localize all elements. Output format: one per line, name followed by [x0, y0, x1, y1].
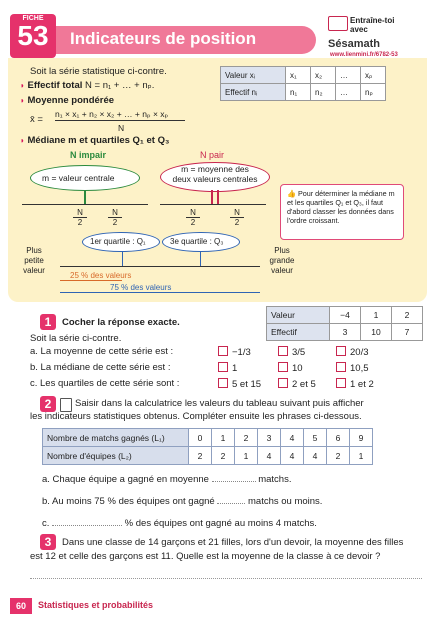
note-box: 👍 Pour déterminer la médiane m et les quartiles Q₁ et Q₃, il faut d'abord classer les données dans l'ordre croissant.: [280, 184, 404, 240]
answer-blank[interactable]: [52, 525, 122, 526]
answer-blank[interactable]: [217, 503, 245, 504]
axis-impair: [22, 204, 148, 205]
pct75-label: 75 % des valeurs: [110, 283, 172, 292]
quartile-axis: [60, 266, 260, 267]
table-row: Nombre de matchs gagnés (L₁) 0 1 2 3 4 5 6 9: [43, 429, 373, 447]
fraction-n-2: N 2: [186, 208, 200, 227]
page-number: 60: [10, 598, 32, 614]
ex1-option[interactable]: −1/3: [218, 346, 251, 359]
section-title: Statistiques et probabilités: [38, 600, 154, 610]
checkbox[interactable]: [336, 362, 346, 372]
fraction-n-2: N 2: [108, 208, 122, 227]
course-value-table: [220, 66, 386, 101]
median-arrow-impair: [84, 190, 86, 204]
ex1-intro: Soit la série ci-contre.: [30, 333, 122, 344]
ex1-option[interactable]: 10,5: [336, 362, 369, 375]
plus-petite-valeur: Plus petite valeur: [23, 246, 45, 275]
table-row: Effectif nᵢ n₁ n₂ … nₚ: [221, 84, 386, 101]
exercise-number: 2: [40, 396, 56, 412]
ex1-option[interactable]: 3/5: [278, 346, 305, 359]
ex2-line1: Saisir dans la calculatrice les valeurs du tableau suivant puis afficher: [75, 398, 364, 409]
sesamath-logo: Sésamath: [328, 38, 380, 50]
checkbox[interactable]: [278, 362, 288, 372]
ex1-title: Cocher la réponse exacte.: [62, 317, 180, 328]
ex1-option[interactable]: 10: [278, 362, 303, 375]
fraction-n-2: N 2: [73, 208, 87, 227]
ex3-line1: Dans une classe de 14 garçons et 21 filles, lors d'un devoir, la moyenne des filles: [62, 537, 404, 548]
table-row: Valeur −4 1 2: [267, 307, 423, 324]
q3-label: 3e quartile : Q₃: [170, 237, 224, 246]
median-arrow-pair-1: [211, 190, 213, 204]
fiche-number: 53: [17, 20, 49, 51]
table-row: Effectif 3 10 7: [267, 324, 423, 341]
bullet-icon: ◗: [20, 81, 25, 90]
effectif-total: ◗ Effectif total N = n₁ + … + nₚ.: [20, 80, 155, 91]
fraction-bar: [55, 120, 185, 121]
checkbox[interactable]: [278, 378, 288, 388]
pct25-arrow: [60, 280, 122, 281]
fraction-n-2: N 2: [230, 208, 244, 227]
ex1-question-a: a. La moyenne de cette série est :: [30, 346, 174, 357]
median-arrow-pair-2: [217, 190, 219, 204]
moyenne-lhs: x̄ =: [30, 114, 43, 125]
ex2-question-b: b. Au moins 75 % des équipes ont gagné matchs ou moins.: [42, 496, 323, 507]
q1-arrow: [122, 252, 123, 266]
table-row: Valeur xᵢ x₁ x₂ … xₚ: [221, 67, 386, 84]
computer-icon: [328, 16, 348, 31]
mediane-heading: ◗ Médiane m et quartiles Q₁ et Q₃: [20, 135, 170, 146]
ex1-option[interactable]: 20/3: [336, 346, 369, 359]
table-row: Nombre d'équipes (L₂) 2 2 1 4 4 4 2 1: [43, 447, 373, 465]
ex1-table: [266, 306, 423, 341]
sesamath-link[interactable]: www.lienmini.fr/6782-53: [330, 52, 398, 58]
bullet-icon: ◗: [20, 136, 25, 145]
answer-blank[interactable]: [212, 481, 256, 482]
checkbox[interactable]: [336, 378, 346, 388]
checkbox[interactable]: [218, 346, 228, 356]
ex1-question-b: b. La médiane de cette série est :: [30, 362, 171, 373]
fiche-label: FICHE: [22, 15, 44, 22]
sesamath-callout: Entraîne-toi avec: [350, 16, 395, 34]
ellipse-pair-text: m = moyenne des deux valeurs centrales: [172, 164, 258, 184]
checkbox[interactable]: [336, 346, 346, 356]
ex1-option[interactable]: 1: [218, 362, 237, 375]
n-impair-label: N impair: [70, 150, 107, 160]
course-intro: Soit la série statistique ci-contre.: [30, 66, 167, 77]
page-title: Indicateurs de position: [70, 29, 257, 48]
plus-grande-valeur: Plus grande valeur: [269, 246, 295, 275]
bullet-icon: ◗: [20, 96, 25, 105]
moyenne-denominator: N: [118, 123, 125, 133]
ex2-question-a: a. Chaque équipe a gagné en moyenne matchs.: [42, 474, 292, 485]
answer-line[interactable]: [30, 578, 422, 579]
ex2-line2: les indicateurs statistiques obtenus. Compléter ensuite les phrases ci-dessous.: [30, 411, 362, 422]
checkbox[interactable]: [218, 378, 228, 388]
ex2-table: [42, 428, 373, 465]
moyenne-heading: ◗ Moyenne pondérée: [20, 95, 115, 106]
ex1-option[interactable]: 5 et 15: [218, 378, 261, 391]
q1-label: 1er quartile : Q₁: [90, 237, 146, 246]
checkbox[interactable]: [278, 346, 288, 356]
ex1-question-c: c. Les quartiles de cette série sont :: [30, 378, 180, 389]
exercise-number: 1: [40, 314, 56, 330]
ex1-option[interactable]: 2 et 5: [278, 378, 316, 391]
pct75-arrow: [60, 292, 260, 293]
axis-pair: [160, 204, 266, 205]
moyenne-numerator: n₁ × x₁ + n₂ × x₂ + … + nₚ × xₚ: [55, 109, 169, 119]
calculator-icon: [60, 398, 72, 412]
ex2-question-c: c. % des équipes ont gagné au moins 4 matchs.: [42, 518, 317, 529]
pct25-label: 25 % des valeurs: [70, 271, 132, 280]
ex1-option[interactable]: 1 et 2: [336, 378, 374, 391]
thumbs-up-icon: 👍: [287, 189, 296, 198]
ellipse-impair-text: m = valeur centrale: [42, 173, 115, 183]
checkbox[interactable]: [218, 362, 228, 372]
exercise-number: 3: [40, 534, 56, 550]
q3-arrow: [200, 252, 201, 266]
n-pair-label: N pair: [200, 150, 225, 160]
ex3-line2: est 12 et celle des garçons est 11. Quelle est la moyenne de la classe à ce devoir ?: [30, 551, 381, 562]
